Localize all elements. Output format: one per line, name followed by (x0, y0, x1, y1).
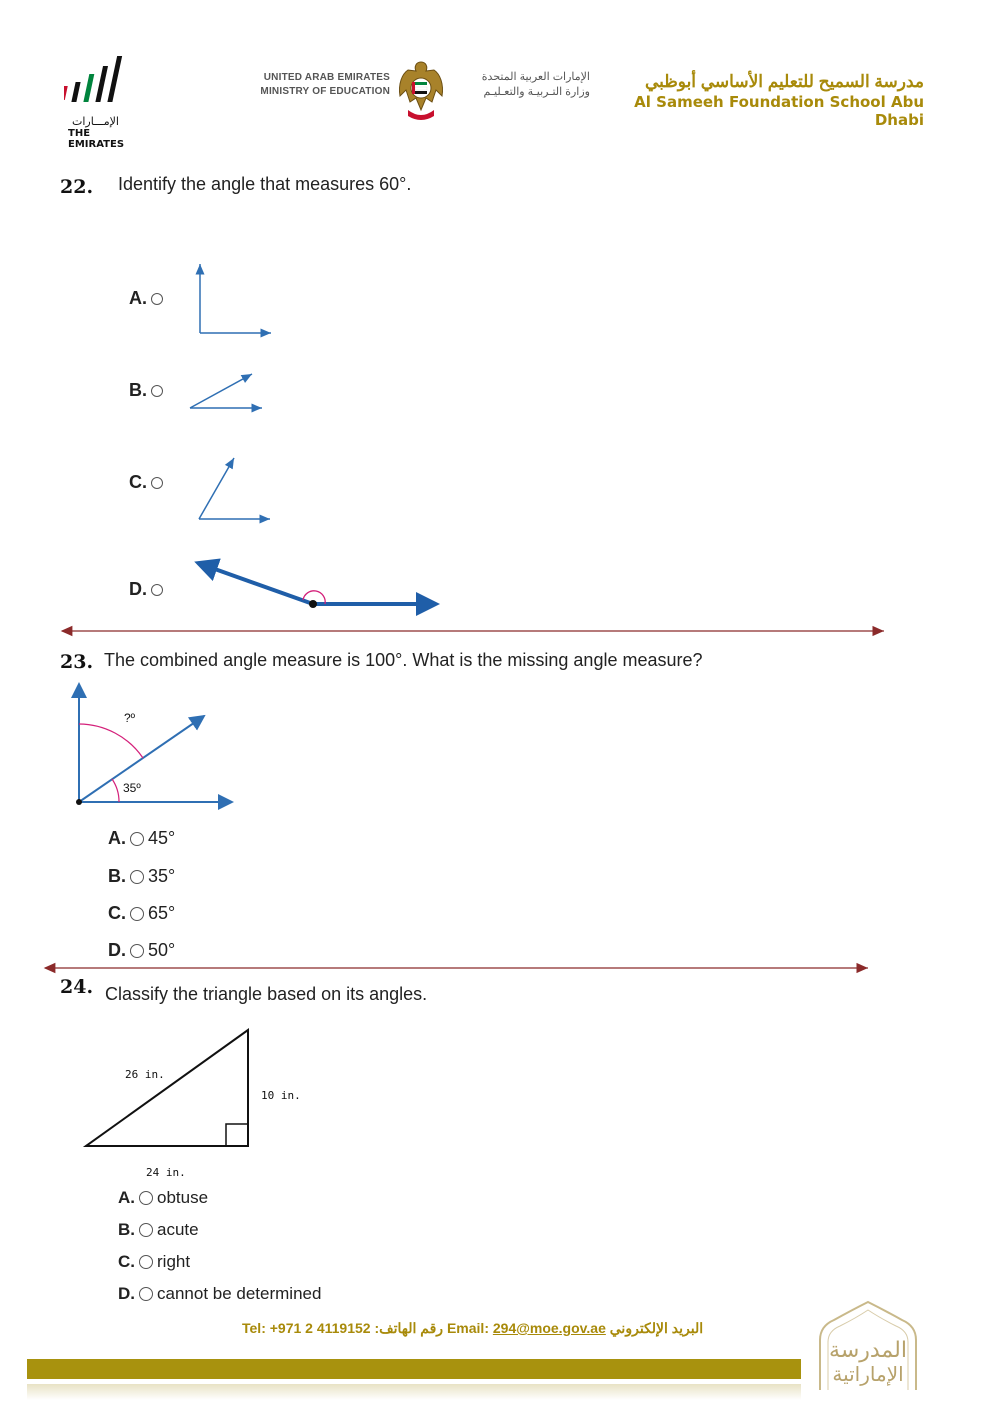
q23-option-c[interactable] (108, 903, 175, 924)
q24-option-d-radio[interactable] (139, 1287, 153, 1301)
school-name-ar: مدرسة السميح للتعليم الأساسي أبوظبي (644, 72, 924, 91)
ministry-en-line1: UNITED ARAB EMIRATES (263, 72, 390, 83)
school-stamp (812, 1300, 924, 1392)
q22-option-c-letter: C. (129, 472, 147, 492)
ministry-ar-line2: وزارة التـربيـة والتعـليـم (483, 86, 590, 98)
q24-option-a-letter: A. (118, 1188, 135, 1207)
q24-option-b-letter: B. (118, 1220, 135, 1239)
q23-option-d-text: 50° (148, 940, 176, 960)
q23-option-a-radio[interactable] (130, 832, 144, 846)
q24-option-d-text: cannot be determined (157, 1284, 322, 1303)
q23-option-b-radio[interactable] (130, 870, 144, 884)
footer-email-link[interactable]: 294@moe.gov.ae (492, 1320, 606, 1336)
q23-option-b[interactable] (108, 866, 175, 887)
school-stamp-line1: المدرسة (829, 1338, 907, 1363)
q24-side-hyp: 26 in. (125, 1068, 165, 1081)
q22-option-b-letter: B. (129, 380, 147, 400)
ministry-ar-line1: الإمارات العربية المتحدة (481, 71, 590, 83)
emirates-logo-en: THE EMIRATES (68, 128, 125, 150)
school-stamp-line2: الإماراتية (832, 1362, 904, 1386)
q24-side-vert: 10 in. (261, 1089, 301, 1102)
q22-angle-figures (0, 0, 992, 640)
q23-known-label: 35º (123, 781, 141, 795)
q24-option-d[interactable] (118, 1284, 321, 1304)
q24-option-a[interactable] (118, 1188, 208, 1208)
footer-bar (27, 1359, 801, 1379)
q22-number: 22. (60, 176, 94, 198)
q23-option-d-radio[interactable] (130, 944, 144, 958)
q23-option-c-text: 65° (148, 903, 176, 923)
footer-bar-shadow (27, 1384, 801, 1400)
q24-option-d-letter: D. (118, 1284, 135, 1303)
footer-email-ar: البريد الإلكتروني (609, 1320, 704, 1336)
q24-side-base: 24 in. (146, 1166, 186, 1179)
school-name-en: Al Sameeh Foundation School Abu Dhabi (634, 93, 924, 129)
q24-option-a-radio[interactable] (139, 1191, 153, 1205)
footer-email-label: Email: (446, 1320, 489, 1336)
q22-option-a-letter: A. (129, 288, 147, 308)
q24-option-c-text: right (157, 1252, 191, 1271)
q23-option-a[interactable] (108, 828, 175, 849)
q24-option-c-radio[interactable] (139, 1255, 153, 1269)
emirates-logo-ar: الإمـــارات (72, 115, 119, 128)
q24-option-a-text: obtuse (157, 1188, 209, 1207)
q22-angle-c (199, 458, 270, 519)
q23-option-c-letter: C. (108, 903, 126, 923)
q24-option-b-radio[interactable] (139, 1223, 153, 1237)
q23-option-c-radio[interactable] (130, 907, 144, 921)
q22-angle-a (200, 264, 271, 333)
q23-number: 23. (60, 651, 94, 673)
q23-unknown-label: ?º (124, 711, 136, 725)
q23-figure (60, 676, 250, 816)
q23-option-a-text: 45° (148, 828, 176, 848)
q23-option-a-letter: A. (108, 828, 126, 848)
q24-option-b-text: acute (157, 1220, 199, 1239)
q22-angle-b (190, 374, 262, 408)
q23-option-b-text: 35° (148, 866, 176, 886)
q22-option-d-letter: D. (129, 579, 147, 599)
q23-text: The combined angle measure is 100°. What is the missing angle measure? (104, 650, 703, 670)
footer-phone-ar: :رقم الهاتف (374, 1320, 444, 1336)
q24-text: Classify the triangle based on its angles. (105, 984, 428, 1004)
q24-option-c-letter: C. (118, 1252, 135, 1271)
divider-2 (0, 958, 992, 978)
q23-option-d-letter: D. (108, 940, 126, 960)
q22-text: Identify the angle that measures 60°. (118, 174, 412, 194)
q24-option-c[interactable] (118, 1252, 190, 1272)
ministry-en-line2: MINISTRY OF EDUCATION (260, 86, 390, 97)
q24-triangle-figure (80, 1024, 320, 1184)
footer-contact (242, 1320, 762, 1337)
q23-option-b-letter: B. (108, 866, 126, 886)
q22-angle-d (198, 563, 436, 608)
q24-number: 24. (60, 976, 94, 998)
footer-tel: Tel: +971 2 4119152 (242, 1320, 371, 1336)
q24-option-b[interactable] (118, 1220, 199, 1240)
